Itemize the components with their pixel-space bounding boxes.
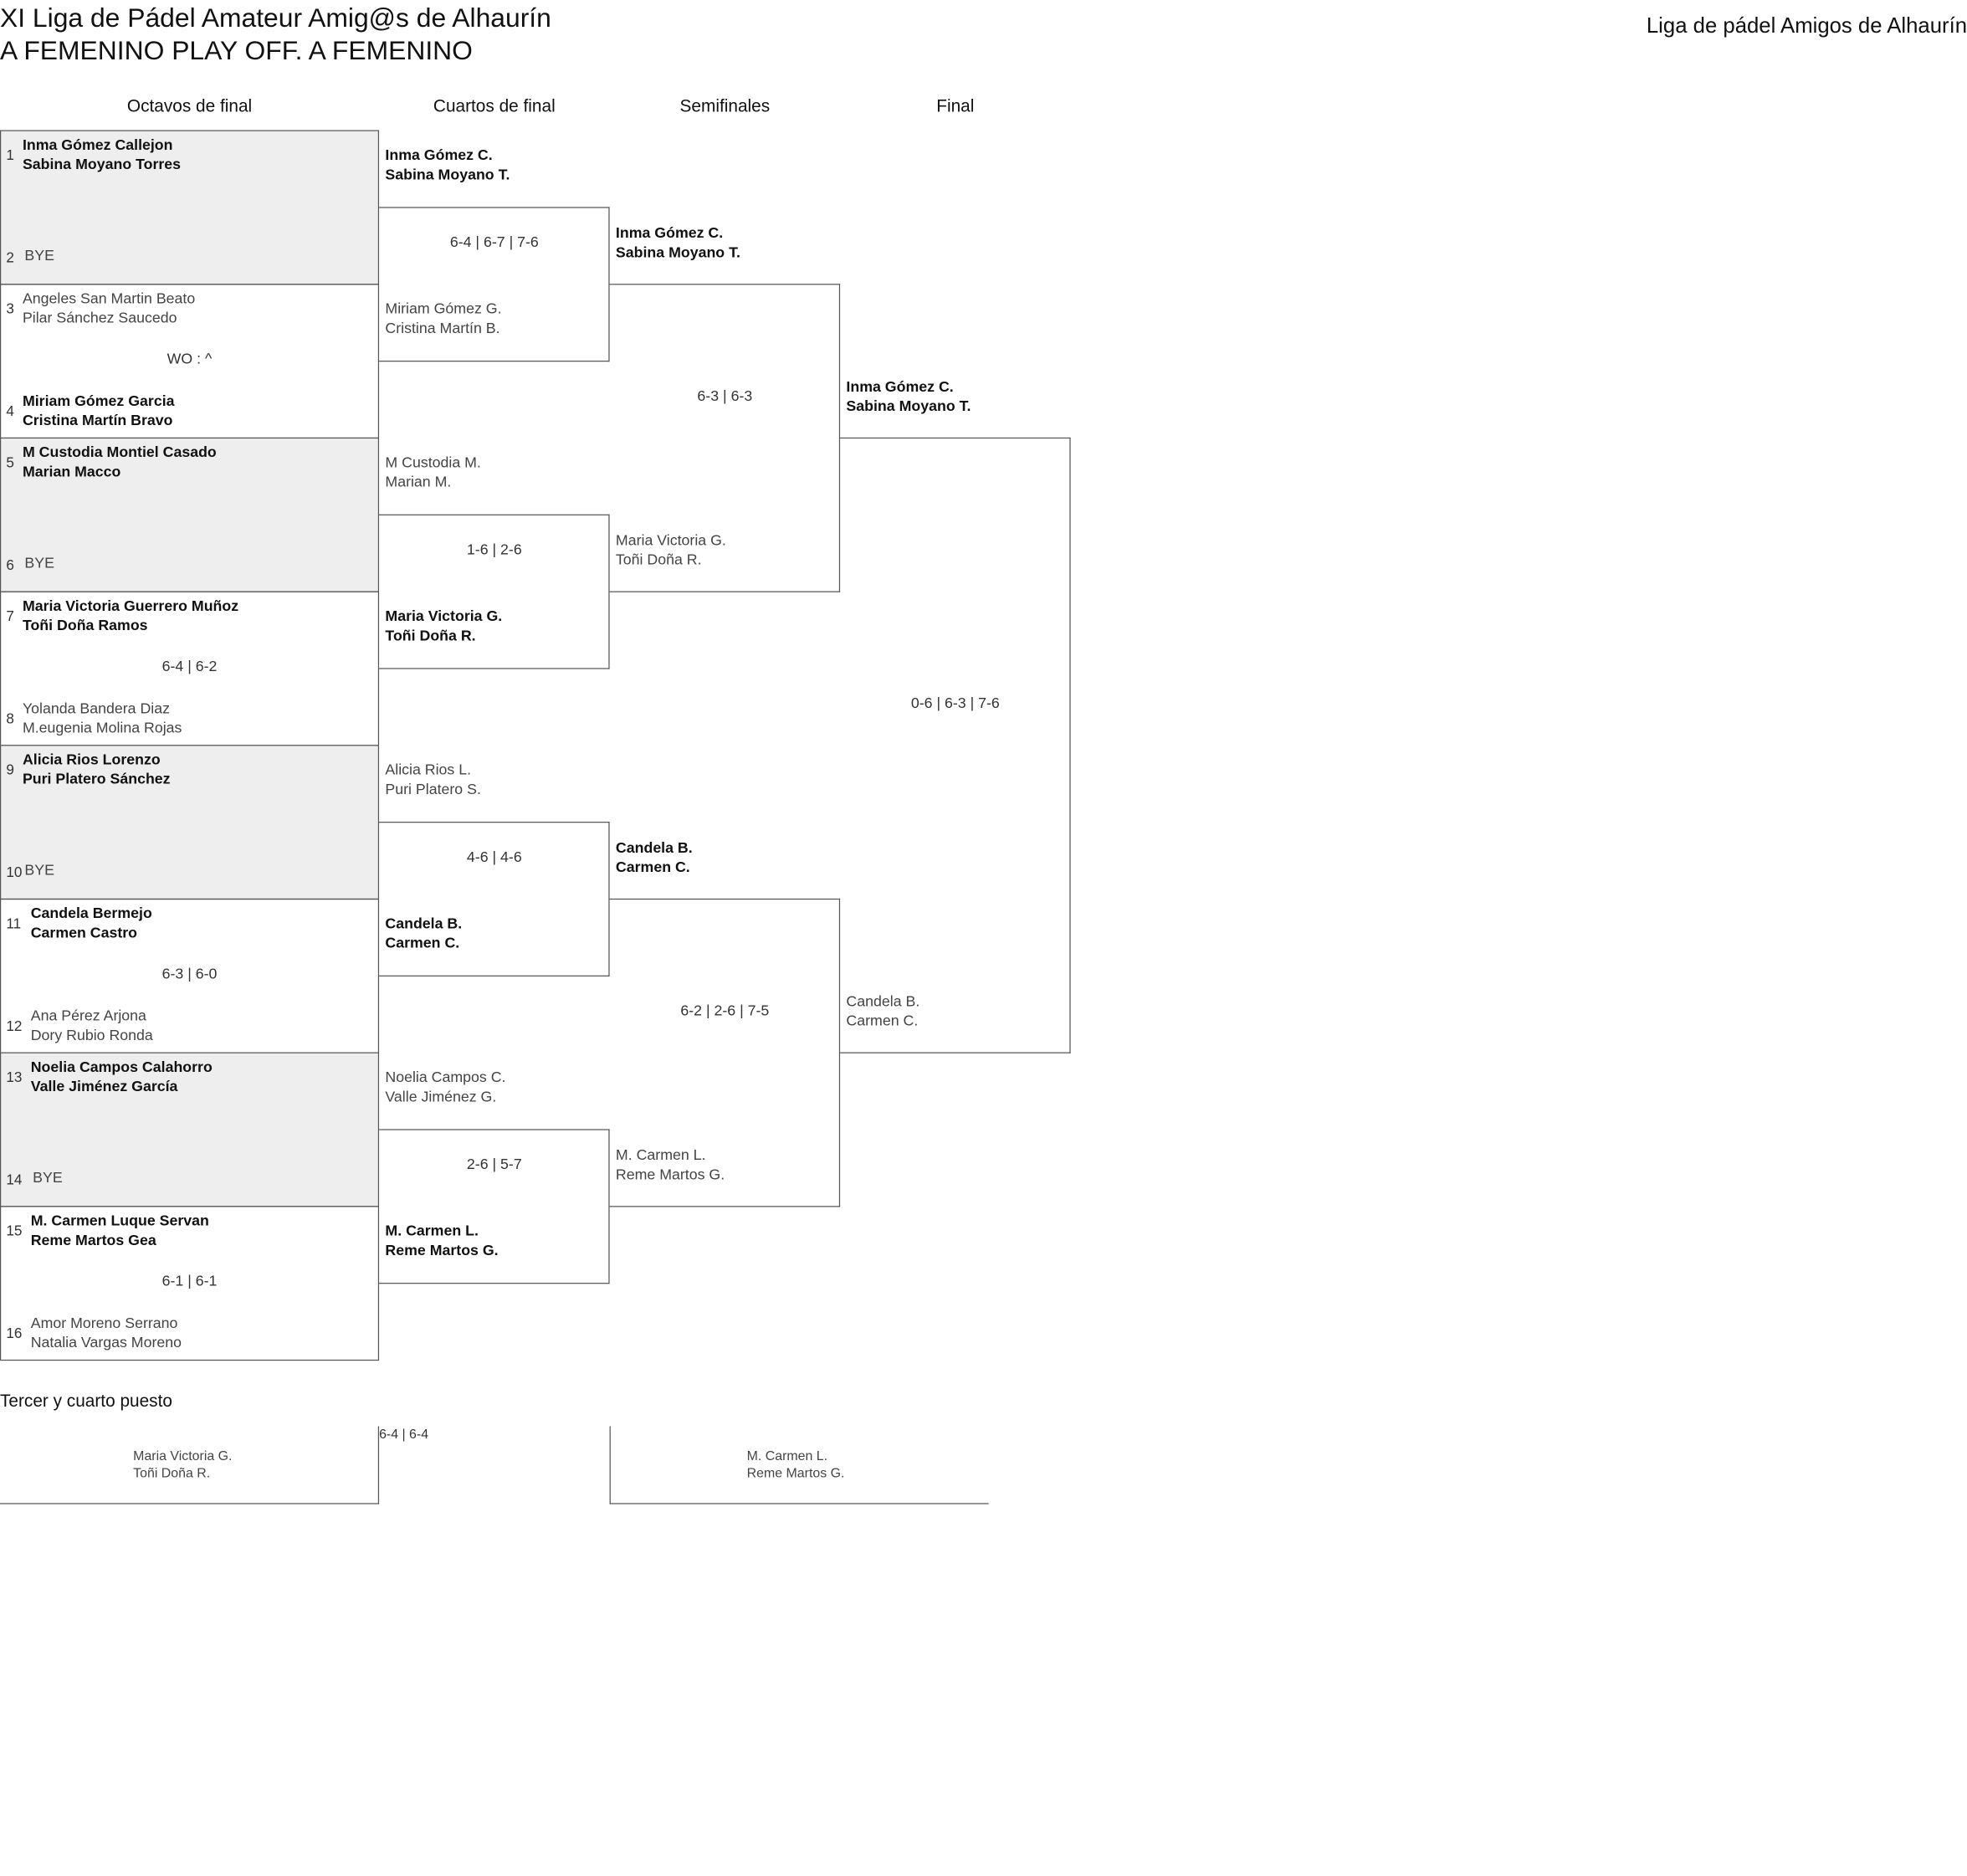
match-box-final: [840, 438, 1071, 1053]
seed-number: 3: [6, 300, 14, 317]
player-name: Valle Jiménez G.: [385, 1089, 497, 1106]
player-name: M. Carmen L.: [615, 1147, 706, 1165]
round-heading-cuartos: Cuartos de final: [433, 96, 556, 116]
player-name: Inma Gómez C.: [846, 379, 954, 396]
player-name: M. Carmen Luque Servan: [30, 1212, 209, 1230]
player-name: Carmen Castro: [30, 925, 138, 942]
player-name: M Custodia M.: [385, 454, 481, 472]
seed-number: 12: [6, 1017, 23, 1034]
player-name: Noelia Campos C.: [385, 1069, 506, 1086]
player-name: Ana Pérez Arjona: [30, 1007, 146, 1025]
player-name: M.eugenia Molina Rojas: [22, 720, 182, 737]
player-name: Marian Macco: [22, 464, 121, 481]
player-name: Valle Jiménez García: [30, 1079, 178, 1095]
seed-number: 2: [6, 249, 14, 266]
player-name: Maria Victoria G.: [385, 608, 503, 625]
league-brand: Liga de pádel Amigos de Alhaurín: [1646, 14, 1967, 38]
seed-number: 8: [6, 710, 14, 727]
seed-number: 4: [6, 402, 14, 419]
team-b: [385, 915, 462, 954]
team-a: [23, 290, 195, 330]
team-a: [616, 224, 740, 264]
player-name: Sabina Moyano Torres: [22, 156, 182, 173]
match-score: 4-6 | 4-6: [466, 849, 522, 866]
player-name: Toñi Doña R.: [615, 552, 702, 569]
player-name: Reme Martos G.: [746, 1465, 845, 1481]
third-place-team-b: [747, 1447, 845, 1482]
third-place-score: 6-4 | 6-4: [379, 1426, 429, 1442]
player-name: Maria Victoria G.: [615, 532, 726, 550]
team-b: [385, 607, 502, 647]
seed-number: 5: [6, 454, 14, 471]
player-name: Candela Bermejo: [30, 905, 152, 923]
third-place-team-a: [133, 1447, 232, 1482]
player-name: Angeles San Martin Beato: [22, 290, 196, 308]
match-score: 2-6 | 5-7: [466, 1156, 522, 1174]
player-name: Reme Martos G.: [615, 1166, 725, 1184]
player-name: Candela B.: [615, 840, 693, 857]
team-b: [23, 392, 175, 432]
team-b: [385, 300, 501, 340]
player-name: Maria Victoria G.: [133, 1448, 233, 1463]
match-score: 6-1 | 6-1: [161, 1274, 218, 1290]
player-name: Marian M.: [385, 474, 452, 491]
seed-number: 6: [6, 556, 14, 573]
team-b: [23, 700, 182, 739]
player-name: Alicia Rios Lorenzo: [22, 751, 161, 769]
runner-up-team: [846, 993, 919, 1033]
team-a: [616, 839, 693, 879]
round-heading-semis: Semifinales: [679, 96, 771, 116]
seed-number: 16: [6, 1325, 23, 1341]
seed-number: 13: [6, 1069, 23, 1085]
team-a: [23, 443, 217, 483]
seed-number: 9: [6, 761, 14, 778]
match-score: 6-4 | 6-7 | 7-6: [449, 234, 539, 252]
player-name: Sabina Moyano T.: [385, 167, 510, 184]
player-name: Carmen C.: [615, 859, 690, 876]
player-name: Puri Platero S.: [385, 782, 481, 798]
player-name: M Custodia Montiel Casado: [22, 444, 217, 462]
page-title: XI Liga de Pádel Amateur Amig@s de Alhaurín: [0, 2, 551, 33]
match-score: WO : ^: [166, 351, 213, 368]
match-score: 6-2 | 2-6 | 7-5: [680, 1002, 770, 1020]
player-name: Candela B.: [385, 915, 463, 933]
player-name: Inma Gómez Callejon: [22, 137, 173, 154]
player-name: Toñi Doña Ramos: [22, 618, 148, 634]
team-a: [31, 1212, 209, 1252]
team-a: [385, 1069, 505, 1108]
player-name: Carmen C.: [846, 1013, 919, 1030]
player-name: Maria Victoria Guerrero Muñoz: [22, 598, 239, 615]
player-name: Reme Martos Gea: [30, 1233, 156, 1249]
seed-number: 10: [6, 864, 23, 880]
player-name: Cristina Martín Bravo: [22, 413, 173, 430]
player-name: Miriam Gómez Garcia: [22, 393, 175, 410]
team-a: [31, 905, 152, 944]
round-heading-final: Final: [936, 96, 975, 116]
player-name: Inma Gómez C.: [615, 225, 724, 242]
player-name: Alicia Rios L.: [385, 762, 472, 779]
team-b: [616, 532, 726, 572]
team-a: [23, 136, 181, 176]
bye-label: BYE: [24, 248, 54, 264]
player-name: Amor Moreno Serrano: [30, 1315, 178, 1332]
seed-number: 1: [6, 146, 14, 163]
third-place-heading: Tercer y cuarto puesto: [0, 1391, 172, 1412]
player-name: Yolanda Bandera Diaz: [22, 700, 170, 718]
match-score: 1-6 | 2-6: [466, 541, 522, 559]
player-name: Dory Rubio Ronda: [30, 1028, 153, 1044]
match-score: 0-6 | 6-3 | 7-6: [910, 695, 1000, 713]
team-a: [23, 597, 238, 637]
player-name: Inma Gómez C.: [385, 147, 493, 164]
seed-number: 11: [6, 915, 22, 932]
match-score: 6-3 | 6-0: [161, 966, 218, 983]
player-name: Sabina Moyano T.: [846, 398, 971, 415]
player-name: M. Carmen L.: [385, 1223, 479, 1240]
team-b: [31, 1007, 153, 1047]
match-score: 6-4 | 6-2: [161, 659, 218, 675]
bye-label: BYE: [24, 555, 54, 572]
seed-number: 14: [6, 1171, 23, 1188]
player-name: Reme Martos G.: [385, 1243, 499, 1259]
team-a: [23, 751, 171, 791]
champion-team: [846, 378, 971, 418]
player-name: Cristina Martín B.: [385, 320, 500, 337]
player-name: Miriam Gómez G.: [385, 301, 502, 318]
player-name: Toñi Doña R.: [385, 628, 476, 645]
player-name: Sabina Moyano T.: [615, 244, 740, 262]
team-a: [31, 1058, 213, 1098]
bye-label: BYE: [24, 863, 54, 879]
team-a: [385, 146, 510, 186]
team-a: [385, 454, 480, 493]
player-name: Carmen C.: [385, 935, 460, 952]
player-name: M. Carmen L.: [746, 1448, 828, 1463]
player-name: Candela B.: [846, 993, 920, 1011]
player-name: Puri Platero Sánchez: [22, 771, 171, 788]
seed-number: 15: [6, 1222, 23, 1239]
team-b: [385, 1222, 498, 1262]
page-subtitle: A FEMENINO PLAY OFF. A FEMENINO: [0, 34, 473, 66]
team-b: [616, 1146, 725, 1186]
player-name: Natalia Vargas Moreno: [30, 1335, 182, 1352]
round-heading-octavos: Octavos de final: [126, 96, 253, 116]
player-name: Toñi Doña R.: [133, 1465, 211, 1481]
team-b: [31, 1315, 182, 1354]
match-score: 6-3 | 6-3: [697, 388, 753, 405]
player-name: Noelia Campos Calahorro: [30, 1059, 213, 1076]
player-name: Pilar Sánchez Saucedo: [22, 310, 177, 327]
seed-number: 7: [6, 607, 14, 624]
team-a: [385, 761, 480, 801]
bye-label: BYE: [33, 1170, 63, 1187]
